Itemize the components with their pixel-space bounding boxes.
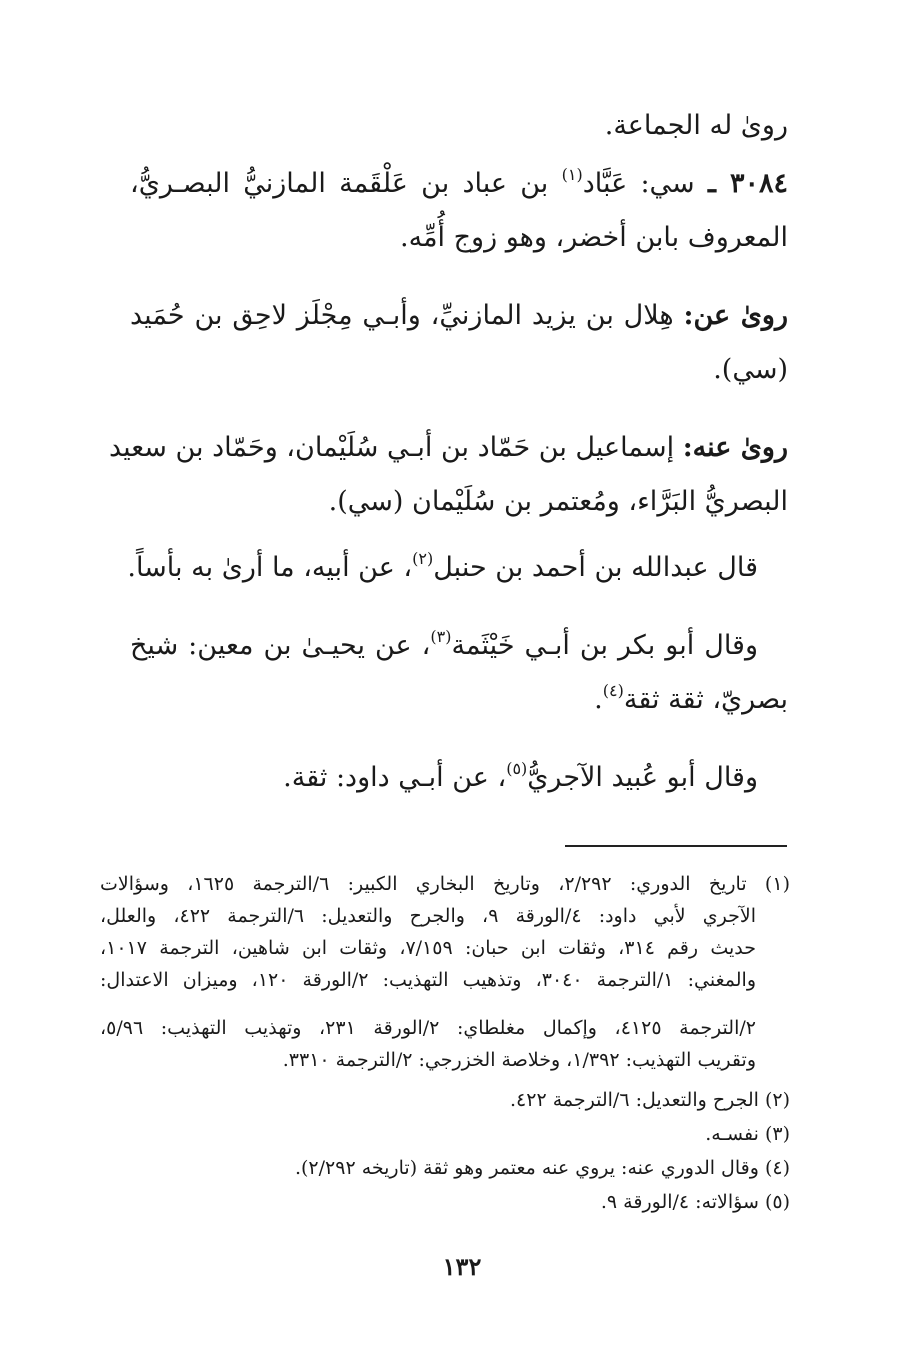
narrated-by-line <box>108 430 788 466</box>
footnote-text: ٢/الترجمة ٤١٢٥، وإكمال مغلطاي: ٢/الورقة ٢٣١، وتهذيب التهذيب: ٥/٩٦، <box>100 1017 756 1039</box>
footnote-ref-1[interactable]: (١) <box>561 165 583 184</box>
footnote-ref-2[interactable]: (٢) <box>412 549 434 568</box>
footnote-ref-3[interactable]: (٣) <box>430 627 452 646</box>
footnote-text: والمغني: ١/الترجمة ٣٠٤٠، وتذهيب التهذيب: ٢/الورقة ١٢٠، وميزان الاعتدال: <box>100 969 756 991</box>
footnote-5 <box>100 1188 790 1216</box>
line-text-b: ، عن يحيـىٰ بن معين: شيخ <box>130 630 431 661</box>
line-text-a: وقال أبو بكر بن أبـي خَيْثَمة <box>451 630 758 661</box>
entry-name: سي: عَبَّاد <box>582 168 695 199</box>
footnote-text: الآجري لأبي داود: ٤/الورقة ٩، والجرح والتعديل: ٦/الترجمة ٤٢٢، والعلل، <box>100 905 756 927</box>
narrated-by-line-2 <box>130 484 788 520</box>
line-text-a: وقال أبو عُبيد الآجريُّ <box>527 762 758 793</box>
footnote-2 <box>100 1086 790 1114</box>
line-text-a: قال عبدالله بن أحمد بن حنبل <box>433 552 758 583</box>
line-text: المعروف بابن أخضر، وهو زوج أُمِّه. <box>400 222 788 253</box>
footnote-text: حديث رقم ٣١٤، وثقات ابن حبان: ٧/١٥٩، وثقات ابن شاهين، الترجمة ١٠١٧، <box>100 937 756 959</box>
line-text: روىٰ له الجماعة. <box>604 110 788 141</box>
narrated-from-text: هِلال بن يزيد المازنيِّ، وأبـي مِجْلَز لاحِق بن حُمَيد <box>130 300 674 331</box>
footnote-ref-5[interactable]: (٥) <box>506 759 528 778</box>
entry-description-line <box>130 220 788 256</box>
footnote-1-line-1 <box>100 870 790 898</box>
footnote-separator <box>565 845 787 847</box>
footnote-1-line-3 <box>100 934 756 962</box>
footnote-text: (١) تاريخ الدوري: ٢/٢٩٢، وتاريخ البخاري الكبير: ٦/الترجمة ١٦٢٥، وسؤالات <box>100 873 790 895</box>
footnote-text: (٣) نفسـه. <box>705 1123 790 1145</box>
narrated-from-label: روىٰ عن: <box>683 300 788 331</box>
footnote-text: (٥) سؤالاته: ٤/الورقة ٩. <box>600 1191 790 1213</box>
line-text: (سي). <box>713 354 788 385</box>
line-text: البصريُّ البَرَّاء، ومُعتمر بن سُلَيْمان (سي). <box>328 486 788 517</box>
footnote-text: وتقريب التهذيب: ١/٣٩٢، وخلاصة الخزرجي: ٢/الترجمة ٣٣١٠. <box>282 1049 756 1071</box>
line-rawa-lahu <box>130 108 788 144</box>
footnote-text: (٢) الجرح والتعديل: ٦/الترجمة ٤٢٢. <box>510 1089 790 1111</box>
page-number: ١٣٢ <box>442 1252 482 1281</box>
footnote-1-line-2 <box>100 902 756 930</box>
abu-bakr-statement-line-2 <box>130 682 788 718</box>
narrated-by-label: روىٰ عنه: <box>682 432 788 463</box>
footnote-text: (٤) وقال الدوري عنه: يروي عنه معتمر وهو ثقة (تاريخه ٢/٢٩٢). <box>294 1157 790 1179</box>
abu-bakr-statement-line <box>130 628 758 664</box>
footnote-4 <box>100 1154 790 1182</box>
narrated-by-text: إسماعيل بن حَمّاد بن أبـي سُلَيْمان، وحَمّاد بن سعيد <box>108 432 675 463</box>
line-text-b: . <box>594 684 603 715</box>
line-text-b: ، عن أبـي داود: ثقة. <box>283 762 507 793</box>
footnote-1-line-5 <box>100 1014 756 1042</box>
line-text-b: ، عن أبيه، ما أرىٰ به بأساً. <box>127 552 413 583</box>
ajurri-statement-line <box>130 760 758 796</box>
entry-number: ٣٠٨٤ ـ <box>707 168 788 199</box>
line-text-a: بصريّ، ثقة ثقة <box>623 684 788 715</box>
footnote-ref-4[interactable]: (٤) <box>602 681 624 700</box>
abdullah-statement-line <box>127 549 758 586</box>
footnote-3 <box>100 1120 790 1148</box>
footnote-1-line-4 <box>100 966 756 994</box>
entry-heading-line <box>130 166 788 202</box>
narrated-from-line <box>130 298 788 334</box>
narrated-from-line-2 <box>130 352 788 388</box>
footnote-1-line-6 <box>100 1046 756 1074</box>
entry-name-tail: بن عباد بن عَلْقَمة المازنيُّ البصـريُّ، <box>130 168 549 199</box>
